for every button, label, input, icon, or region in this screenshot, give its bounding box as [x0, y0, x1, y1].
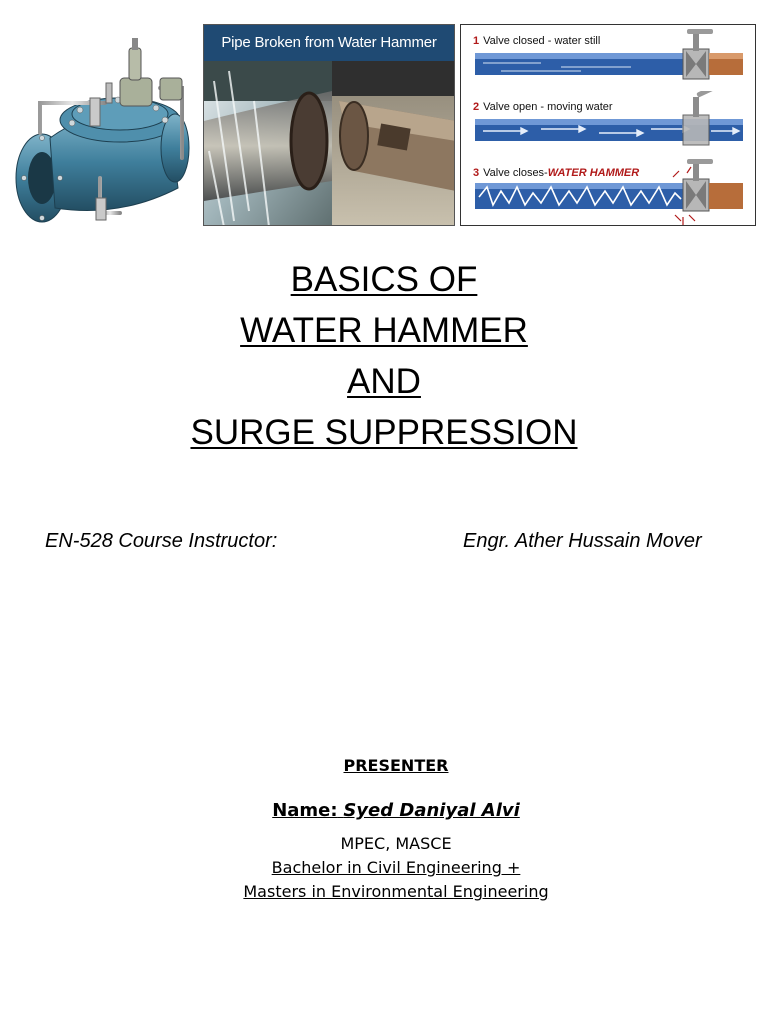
stage-valve-open	[461, 91, 755, 157]
instructor-name: Engr. Ather Hussain Mover	[463, 530, 702, 552]
presenter-credentials: MPEC, MASCE	[340, 834, 452, 853]
presenter-heading: PRESENTER	[343, 756, 449, 775]
broken-pipe-photo	[203, 24, 455, 226]
stage-1-label: 1 Valve closed - water still	[473, 35, 601, 47]
presenter-name-line	[12, 800, 768, 821]
water-hammer-diagram	[460, 24, 756, 226]
presenter-degree-1: Bachelor in Civil Engineering +	[271, 858, 521, 877]
presenter-degree-2: Masters in Environmental Engineering	[243, 882, 549, 901]
title-line-2: WATER HAMMER	[240, 311, 528, 350]
title-line-3: AND	[347, 362, 421, 401]
broken-pipe-caption: Pipe Broken from Water Hammer	[204, 25, 454, 61]
stage-3-label: 3 Valve closes-WATER HAMMER	[473, 167, 640, 179]
presenter-name: Syed Daniyal Alvi	[343, 800, 520, 821]
stage-valve-closed	[461, 25, 755, 91]
title-line-1: BASICS OF	[290, 260, 478, 299]
stage-water-hammer	[461, 157, 755, 223]
control-valve-image	[10, 28, 195, 228]
title-line-4: SURGE SUPPRESSION	[190, 413, 578, 452]
stage-2-label: 2 Valve open - moving water	[473, 101, 613, 113]
presenter-name-label: Name:	[272, 800, 338, 821]
course-instructor-label: EN-528 Course Instructor:	[45, 530, 278, 552]
